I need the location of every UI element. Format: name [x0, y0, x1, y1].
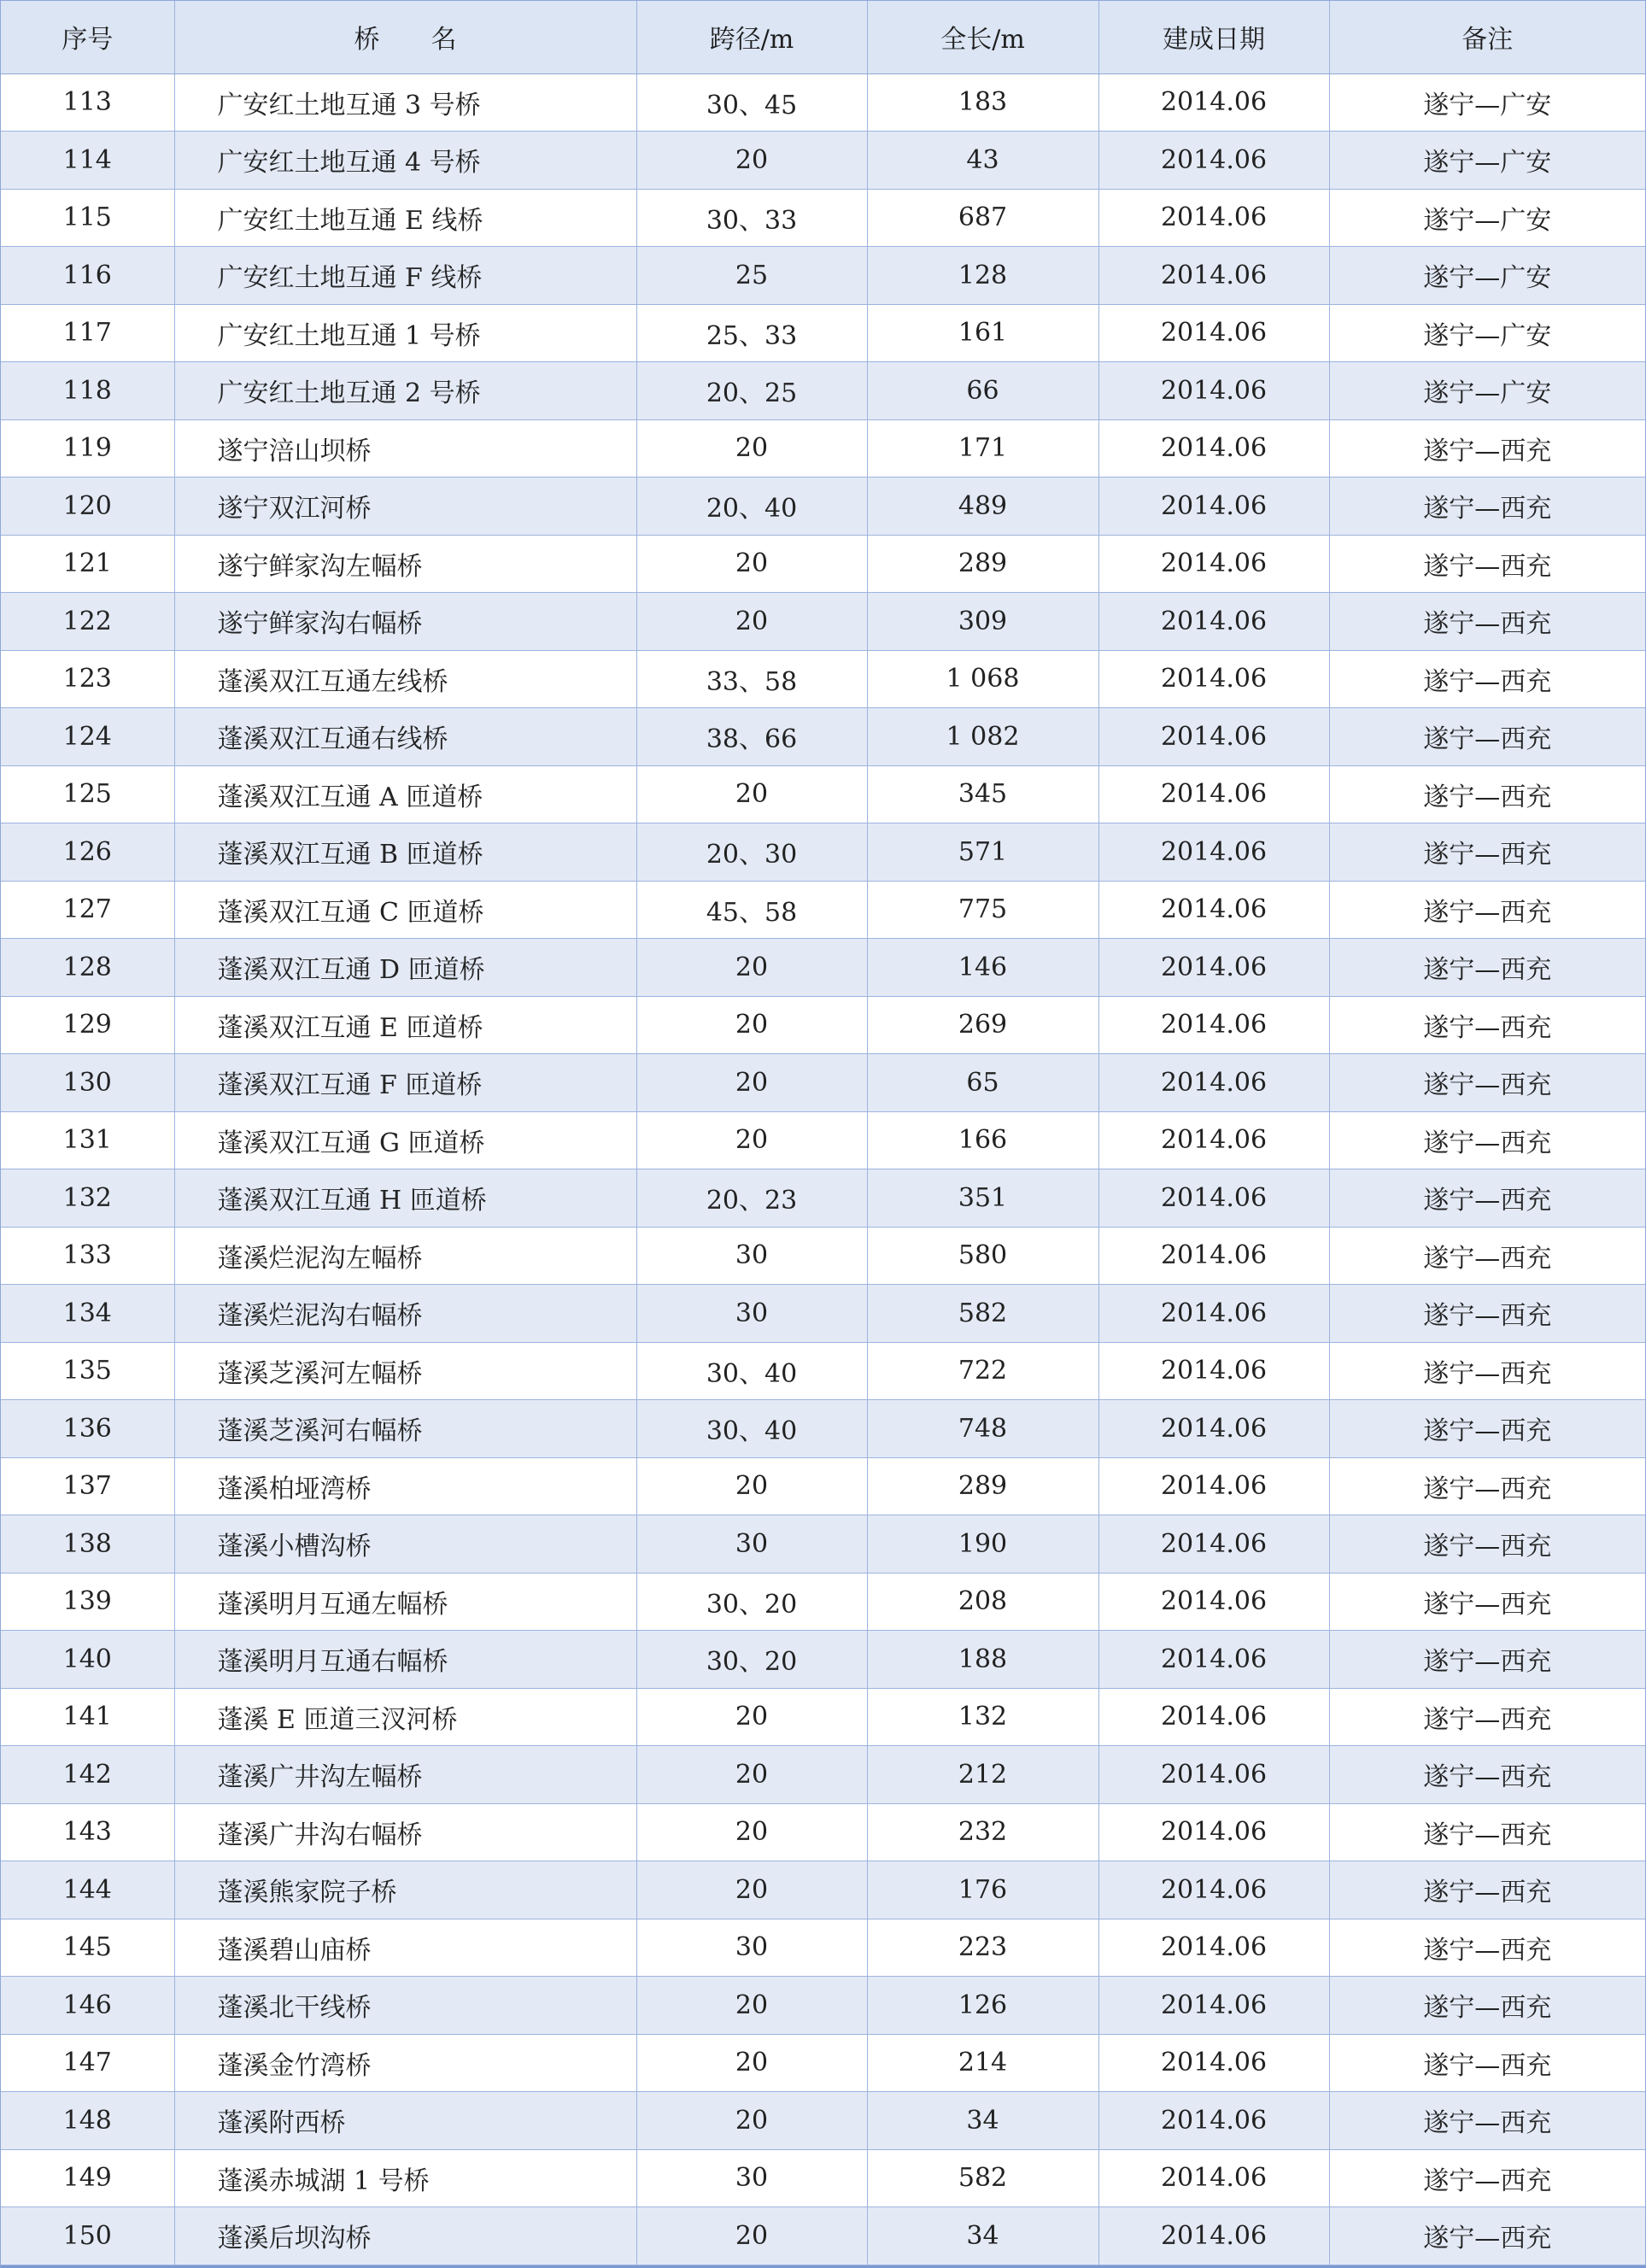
- cell-completion-date: 2014.06: [1098, 765, 1329, 823]
- header-length: 全长/m: [867, 1, 1098, 73]
- table-row: [1, 1111, 1645, 1169]
- cell-length: 65: [867, 1054, 1098, 1112]
- cell-remark: 遂宁—西充: [1329, 1746, 1645, 1804]
- cell-completion-date: 2014.06: [1098, 2034, 1329, 2092]
- cell-length: 208: [867, 1573, 1098, 1631]
- cell-remark: 遂宁—西充: [1329, 2149, 1645, 2207]
- cell-remark: 遂宁—西充: [1329, 1285, 1645, 1343]
- header-completion-date: 建成日期: [1098, 1, 1329, 73]
- table-row: [1, 1054, 1645, 1112]
- header-index: 序号: [1, 1, 174, 73]
- cell-length: 289: [867, 1457, 1098, 1515]
- cell-completion-date: 2014.06: [1098, 1919, 1329, 1977]
- cell-remark: 遂宁—西充: [1329, 1977, 1645, 2035]
- cell-remark: 遂宁—西充: [1329, 1919, 1645, 1977]
- cell-remark: 遂宁—广安: [1329, 304, 1645, 362]
- cell-bridge-name: 蓬溪双江互通右线桥: [174, 708, 636, 766]
- cell-bridge-name: 广安红土地互通 F 线桥: [174, 247, 636, 305]
- cell-length: 171: [867, 419, 1098, 478]
- cell-span: 20: [636, 419, 867, 478]
- cell-length: 188: [867, 1631, 1098, 1689]
- cell-bridge-name: 蓬溪后坝沟桥: [174, 2207, 636, 2265]
- cell-length: 190: [867, 1515, 1098, 1574]
- table-row: [1, 1631, 1645, 1689]
- cell-span: 25: [636, 247, 867, 305]
- cell-bridge-name: 蓬溪芝溪河左幅桥: [174, 1342, 636, 1400]
- cell-completion-date: 2014.06: [1098, 823, 1329, 882]
- table-row: [1, 1861, 1645, 1919]
- cell-length: 176: [867, 1861, 1098, 1919]
- cell-length: 582: [867, 1285, 1098, 1343]
- cell-span: 20: [636, 1457, 867, 1515]
- table-row: [1, 996, 1645, 1054]
- cell-bridge-name: 蓬溪双江互通 E 匝道桥: [174, 996, 636, 1054]
- cell-remark: 遂宁—西充: [1329, 1227, 1645, 1285]
- cell-length: 43: [867, 132, 1098, 190]
- cell-length: 269: [867, 996, 1098, 1054]
- cell-completion-date: 2014.06: [1098, 535, 1329, 593]
- cell-index: 145: [1, 1919, 174, 1977]
- cell-completion-date: 2014.06: [1098, 1457, 1329, 1515]
- cell-length: 146: [867, 939, 1098, 997]
- cell-bridge-name: 蓬溪金竹湾桥: [174, 2034, 636, 2092]
- table-row: [1, 247, 1645, 305]
- table-header: [1, 1, 1645, 73]
- cell-length: 748: [867, 1400, 1098, 1458]
- cell-length: 166: [867, 1111, 1098, 1169]
- cell-remark: 遂宁—西充: [1329, 996, 1645, 1054]
- cell-length: 580: [867, 1227, 1098, 1285]
- cell-index: 137: [1, 1457, 174, 1515]
- cell-length: 309: [867, 593, 1098, 651]
- cell-remark: 遂宁—西充: [1329, 765, 1645, 823]
- table-row: [1, 1227, 1645, 1285]
- table-row: [1, 1919, 1645, 1977]
- cell-completion-date: 2014.06: [1098, 593, 1329, 651]
- cell-span: 30、40: [636, 1342, 867, 1400]
- cell-bridge-name: 蓬溪双江互通 G 匝道桥: [174, 1111, 636, 1169]
- cell-bridge-name: 蓬溪附西桥: [174, 2092, 636, 2150]
- cell-completion-date: 2014.06: [1098, 1111, 1329, 1169]
- table-row: [1, 1400, 1645, 1458]
- cell-remark: 遂宁—西充: [1329, 1861, 1645, 1919]
- cell-length: 126: [867, 1977, 1098, 2035]
- cell-bridge-name: 广安红土地互通 3 号桥: [174, 73, 636, 132]
- cell-remark: 遂宁—西充: [1329, 1631, 1645, 1689]
- table-row: [1, 2149, 1645, 2207]
- cell-remark: 遂宁—广安: [1329, 362, 1645, 420]
- cell-remark: 遂宁—西充: [1329, 1803, 1645, 1861]
- cell-bridge-name: 广安红土地互通 2 号桥: [174, 362, 636, 420]
- cell-completion-date: 2014.06: [1098, 73, 1329, 132]
- cell-index: 124: [1, 708, 174, 766]
- cell-remark: 遂宁—西充: [1329, 708, 1645, 766]
- cell-length: 1 068: [867, 650, 1098, 708]
- cell-completion-date: 2014.06: [1098, 1054, 1329, 1112]
- table-row: [1, 1746, 1645, 1804]
- cell-completion-date: 2014.06: [1098, 247, 1329, 305]
- cell-index: 148: [1, 2092, 174, 2150]
- table-row: [1, 939, 1645, 997]
- cell-completion-date: 2014.06: [1098, 650, 1329, 708]
- table-row: [1, 304, 1645, 362]
- cell-index: 132: [1, 1169, 174, 1228]
- cell-completion-date: 2014.06: [1098, 1400, 1329, 1458]
- cell-remark: 遂宁—西充: [1329, 1688, 1645, 1746]
- cell-span: 20: [636, 1977, 867, 2035]
- cell-length: 571: [867, 823, 1098, 882]
- cell-completion-date: 2014.06: [1098, 1688, 1329, 1746]
- cell-index: 138: [1, 1515, 174, 1574]
- table-row: [1, 1803, 1645, 1861]
- cell-completion-date: 2014.06: [1098, 1631, 1329, 1689]
- cell-remark: 遂宁—西充: [1329, 535, 1645, 593]
- cell-remark: 遂宁—西充: [1329, 881, 1645, 939]
- table-row: [1, 1169, 1645, 1228]
- cell-index: 127: [1, 881, 174, 939]
- cell-completion-date: 2014.06: [1098, 939, 1329, 997]
- table-row: [1, 1515, 1645, 1574]
- cell-span: 20: [636, 939, 867, 997]
- cell-index: 121: [1, 535, 174, 593]
- cell-bridge-name: 蓬溪柏垭湾桥: [174, 1457, 636, 1515]
- cell-index: 116: [1, 247, 174, 305]
- cell-remark: 遂宁—广安: [1329, 132, 1645, 190]
- cell-index: 128: [1, 939, 174, 997]
- cell-completion-date: 2014.06: [1098, 1515, 1329, 1574]
- table-row: [1, 419, 1645, 478]
- cell-index: 146: [1, 1977, 174, 2035]
- cell-bridge-name: 蓬溪碧山庙桥: [174, 1919, 636, 1977]
- cell-span: 38、66: [636, 708, 867, 766]
- cell-completion-date: 2014.06: [1098, 478, 1329, 536]
- cell-span: 20: [636, 132, 867, 190]
- cell-bridge-name: 蓬溪广井沟左幅桥: [174, 1746, 636, 1804]
- header-bridge-name: 桥 名: [174, 1, 636, 73]
- cell-span: 20、23: [636, 1169, 867, 1228]
- cell-completion-date: 2014.06: [1098, 132, 1329, 190]
- cell-bridge-name: 蓬溪小槽沟桥: [174, 1515, 636, 1574]
- cell-index: 131: [1, 1111, 174, 1169]
- cell-span: 30: [636, 1285, 867, 1343]
- cell-span: 30、33: [636, 189, 867, 247]
- cell-index: 119: [1, 419, 174, 478]
- cell-bridge-name: 广安红土地互通 E 线桥: [174, 189, 636, 247]
- cell-completion-date: 2014.06: [1098, 1803, 1329, 1861]
- table-body: [1, 73, 1645, 2265]
- cell-length: 214: [867, 2034, 1098, 2092]
- cell-bridge-name: 蓬溪双江互通 B 匝道桥: [174, 823, 636, 882]
- cell-span: 30: [636, 2149, 867, 2207]
- cell-completion-date: 2014.06: [1098, 2092, 1329, 2150]
- cell-completion-date: 2014.06: [1098, 1861, 1329, 1919]
- cell-bridge-name: 遂宁鲜家沟左幅桥: [174, 535, 636, 593]
- cell-index: 123: [1, 650, 174, 708]
- cell-length: 34: [867, 2092, 1098, 2150]
- cell-bridge-name: 广安红土地互通 4 号桥: [174, 132, 636, 190]
- cell-remark: 遂宁—广安: [1329, 247, 1645, 305]
- cell-completion-date: 2014.06: [1098, 881, 1329, 939]
- cell-index: 139: [1, 1573, 174, 1631]
- cell-index: 143: [1, 1803, 174, 1861]
- cell-bridge-name: 蓬溪双江互通 C 匝道桥: [174, 881, 636, 939]
- cell-length: 722: [867, 1342, 1098, 1400]
- cell-index: 147: [1, 2034, 174, 2092]
- bridge-table: [1, 1, 1645, 2265]
- cell-length: 128: [867, 247, 1098, 305]
- cell-span: 20、40: [636, 478, 867, 536]
- table-row: [1, 1573, 1645, 1631]
- cell-bridge-name: 蓬溪烂泥沟左幅桥: [174, 1227, 636, 1285]
- cell-length: 351: [867, 1169, 1098, 1228]
- cell-index: 150: [1, 2207, 174, 2265]
- cell-bridge-name: 遂宁鲜家沟右幅桥: [174, 593, 636, 651]
- cell-index: 114: [1, 132, 174, 190]
- cell-remark: 遂宁—西充: [1329, 2034, 1645, 2092]
- cell-remark: 遂宁—西充: [1329, 478, 1645, 536]
- cell-length: 183: [867, 73, 1098, 132]
- cell-remark: 遂宁—西充: [1329, 1054, 1645, 1112]
- cell-index: 136: [1, 1400, 174, 1458]
- cell-bridge-name: 广安红土地互通 1 号桥: [174, 304, 636, 362]
- cell-remark: 遂宁—西充: [1329, 1573, 1645, 1631]
- cell-index: 133: [1, 1227, 174, 1285]
- cell-index: 115: [1, 189, 174, 247]
- table-row: [1, 2092, 1645, 2150]
- cell-span: 30: [636, 1515, 867, 1574]
- cell-span: 20、30: [636, 823, 867, 882]
- cell-length: 212: [867, 1746, 1098, 1804]
- cell-bridge-name: 蓬溪明月互通左幅桥: [174, 1573, 636, 1631]
- cell-index: 122: [1, 593, 174, 651]
- cell-bridge-name: 蓬溪双江互通 H 匝道桥: [174, 1169, 636, 1228]
- cell-remark: 遂宁—西充: [1329, 1342, 1645, 1400]
- cell-index: 126: [1, 823, 174, 882]
- cell-completion-date: 2014.06: [1098, 1169, 1329, 1228]
- table-row: [1, 708, 1645, 766]
- cell-index: 135: [1, 1342, 174, 1400]
- cell-bridge-name: 蓬溪赤城湖 1 号桥: [174, 2149, 636, 2207]
- cell-bridge-name: 蓬溪 E 匝道三汊河桥: [174, 1688, 636, 1746]
- cell-remark: 遂宁—西充: [1329, 2092, 1645, 2150]
- cell-remark: 遂宁—西充: [1329, 419, 1645, 478]
- cell-completion-date: 2014.06: [1098, 362, 1329, 420]
- table-row: [1, 1285, 1645, 1343]
- cell-bridge-name: 蓬溪双江互通 A 匝道桥: [174, 765, 636, 823]
- table-row: [1, 73, 1645, 132]
- cell-span: 20: [636, 593, 867, 651]
- cell-completion-date: 2014.06: [1098, 2149, 1329, 2207]
- cell-bridge-name: 蓬溪双江互通 F 匝道桥: [174, 1054, 636, 1112]
- header-remark: 备注: [1329, 1, 1645, 73]
- cell-span: 45、58: [636, 881, 867, 939]
- cell-completion-date: 2014.06: [1098, 708, 1329, 766]
- cell-index: 140: [1, 1631, 174, 1689]
- cell-bridge-name: 蓬溪明月互通右幅桥: [174, 1631, 636, 1689]
- cell-span: 30: [636, 1227, 867, 1285]
- cell-span: 33、58: [636, 650, 867, 708]
- cell-index: 120: [1, 478, 174, 536]
- cell-index: 142: [1, 1746, 174, 1804]
- header-span: 跨径/m: [636, 1, 867, 73]
- cell-span: 30、45: [636, 73, 867, 132]
- table-row: [1, 1457, 1645, 1515]
- table-row: [1, 650, 1645, 708]
- cell-completion-date: 2014.06: [1098, 1573, 1329, 1631]
- cell-span: 20: [636, 1054, 867, 1112]
- cell-completion-date: 2014.06: [1098, 189, 1329, 247]
- table-row: [1, 132, 1645, 190]
- cell-bridge-name: 蓬溪北干线桥: [174, 1977, 636, 2035]
- cell-remark: 遂宁—广安: [1329, 189, 1645, 247]
- cell-span: 20: [636, 2207, 867, 2265]
- cell-remark: 遂宁—西充: [1329, 1457, 1645, 1515]
- cell-completion-date: 2014.06: [1098, 304, 1329, 362]
- cell-length: 132: [867, 1688, 1098, 1746]
- cell-index: 130: [1, 1054, 174, 1112]
- table-row: [1, 765, 1645, 823]
- cell-span: 20、25: [636, 362, 867, 420]
- cell-length: 489: [867, 478, 1098, 536]
- cell-length: 223: [867, 1919, 1098, 1977]
- table-row: [1, 1342, 1645, 1400]
- cell-length: 34: [867, 2207, 1098, 2265]
- cell-span: 20: [636, 1111, 867, 1169]
- table-row: [1, 189, 1645, 247]
- cell-span: 20: [636, 1861, 867, 1919]
- table-row: [1, 1688, 1645, 1746]
- cell-span: 30: [636, 1919, 867, 1977]
- cell-remark: 遂宁—西充: [1329, 1400, 1645, 1458]
- cell-length: 161: [867, 304, 1098, 362]
- cell-length: 687: [867, 189, 1098, 247]
- cell-completion-date: 2014.06: [1098, 1285, 1329, 1343]
- cell-completion-date: 2014.06: [1098, 1746, 1329, 1804]
- cell-remark: 遂宁—西充: [1329, 1111, 1645, 1169]
- cell-span: 30、20: [636, 1573, 867, 1631]
- cell-completion-date: 2014.06: [1098, 1227, 1329, 1285]
- cell-bridge-name: 遂宁涪山坝桥: [174, 419, 636, 478]
- cell-span: 20: [636, 1803, 867, 1861]
- table-row: [1, 823, 1645, 882]
- cell-completion-date: 2014.06: [1098, 1977, 1329, 2035]
- cell-span: 20: [636, 996, 867, 1054]
- cell-length: 345: [867, 765, 1098, 823]
- table-row: [1, 362, 1645, 420]
- table-row: [1, 2034, 1645, 2092]
- cell-remark: 遂宁—西充: [1329, 939, 1645, 997]
- cell-index: 113: [1, 73, 174, 132]
- cell-index: 149: [1, 2149, 174, 2207]
- cell-bridge-name: 蓬溪广井沟右幅桥: [174, 1803, 636, 1861]
- cell-bridge-name: 蓬溪双江互通左线桥: [174, 650, 636, 708]
- cell-span: 20: [636, 535, 867, 593]
- table-row: [1, 478, 1645, 536]
- cell-span: 20: [636, 2034, 867, 2092]
- cell-bridge-name: 蓬溪双江互通 D 匝道桥: [174, 939, 636, 997]
- cell-remark: 遂宁—西充: [1329, 1169, 1645, 1228]
- cell-completion-date: 2014.06: [1098, 996, 1329, 1054]
- cell-span: 20: [636, 765, 867, 823]
- cell-index: 129: [1, 996, 174, 1054]
- cell-span: 30、20: [636, 1631, 867, 1689]
- cell-index: 117: [1, 304, 174, 362]
- cell-span: 20: [636, 2092, 867, 2150]
- cell-bridge-name: 蓬溪熊家院子桥: [174, 1861, 636, 1919]
- cell-remark: 遂宁—西充: [1329, 593, 1645, 651]
- cell-length: 582: [867, 2149, 1098, 2207]
- cell-index: 144: [1, 1861, 174, 1919]
- cell-remark: 遂宁—西充: [1329, 823, 1645, 882]
- cell-bridge-name: 蓬溪烂泥沟右幅桥: [174, 1285, 636, 1343]
- cell-completion-date: 2014.06: [1098, 419, 1329, 478]
- cell-index: 141: [1, 1688, 174, 1746]
- cell-bridge-name: 蓬溪芝溪河右幅桥: [174, 1400, 636, 1458]
- cell-length: 775: [867, 881, 1098, 939]
- header-row: [1, 1, 1645, 73]
- cell-span: 20: [636, 1746, 867, 1804]
- cell-remark: 遂宁—西充: [1329, 2207, 1645, 2265]
- cell-completion-date: 2014.06: [1098, 2207, 1329, 2265]
- cell-length: 232: [867, 1803, 1098, 1861]
- cell-span: 30、40: [636, 1400, 867, 1458]
- cell-completion-date: 2014.06: [1098, 1342, 1329, 1400]
- cell-remark: 遂宁—西充: [1329, 650, 1645, 708]
- cell-length: 289: [867, 535, 1098, 593]
- cell-length: 1 082: [867, 708, 1098, 766]
- table-row: [1, 1977, 1645, 2035]
- cell-span: 25、33: [636, 304, 867, 362]
- table-row: [1, 2207, 1645, 2265]
- table-row: [1, 881, 1645, 939]
- cell-length: 66: [867, 362, 1098, 420]
- cell-remark: 遂宁—广安: [1329, 73, 1645, 132]
- cell-index: 125: [1, 765, 174, 823]
- cell-index: 134: [1, 1285, 174, 1343]
- cell-index: 118: [1, 362, 174, 420]
- cell-bridge-name: 遂宁双江河桥: [174, 478, 636, 536]
- table-row: [1, 535, 1645, 593]
- cell-span: 20: [636, 1688, 867, 1746]
- cell-remark: 遂宁—西充: [1329, 1515, 1645, 1574]
- table-row: [1, 593, 1645, 651]
